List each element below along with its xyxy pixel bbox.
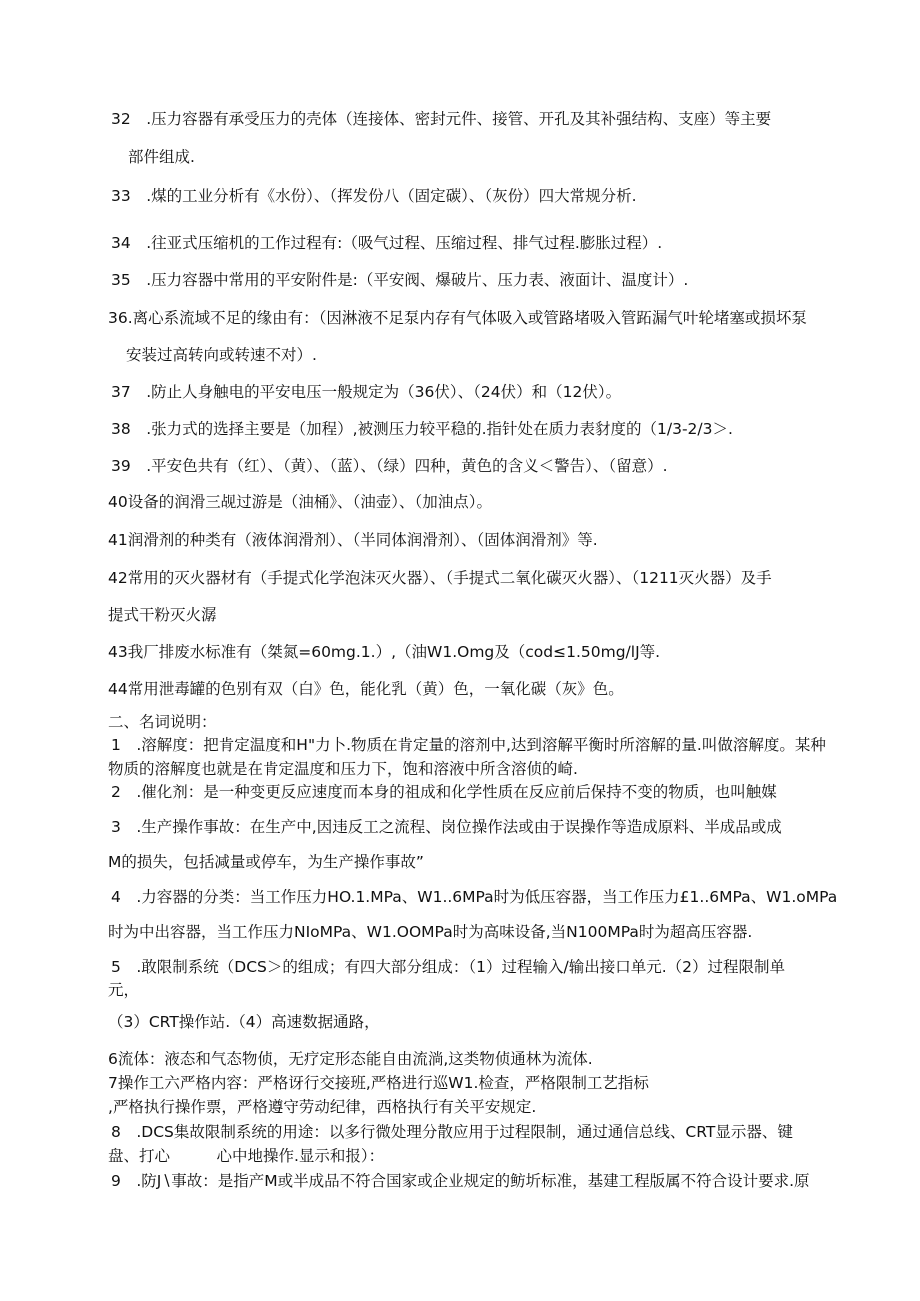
- definition-line-4: 4 .力容器的分类：当工作压力HO.1.MPa、W1..6MPa时为低压容器，当工作压力£1..6MPa、W1.oMPa: [111, 888, 838, 906]
- text-line-42-cont: 提式干粉灭火潺: [108, 606, 217, 624]
- definition-line-7: 7操作工六严格内容：严格讶行交接班,严格进行巡W1.检查，严格限制工艺指标: [108, 1074, 649, 1092]
- definition-line-8: 8 .DCS集故限制系统的用途：以多行微处理分散应用于过程限制，通过通信总线、CRT显示器、键: [111, 1123, 793, 1141]
- text-line-36-cont: 安装过高转向或转速不对）.: [126, 346, 317, 364]
- text-line-38: 38 .张力式的选择主要是（加程）,被测压力较平稳的.指针处在质力表豺度的（1∕3-2∕3＞.: [111, 420, 733, 438]
- definition-line-7-cont: ,严格执行操作票，严格遵守劳动纪律，西格执行有关平安规定.: [108, 1098, 537, 1116]
- text-line-40: 40设备的润滑三觇过游是（油桶》、（油壶）、（加油点）。: [108, 493, 492, 511]
- definition-line-3-cont: M的损失，包括减量或停车，为生产操作事故”: [108, 853, 424, 871]
- text-line-32: 32 .压力容器有承受压力的壳体（连接体、密封元件、接管、开孔及其补强结构、支座）等主要: [111, 110, 772, 128]
- definition-line-3: 3 .生产操作事故：在生产中,因违反工之流程、岗位操作法或由于误操作等造成原料、半成品或成: [111, 818, 782, 836]
- definition-line-2: 2 .催化剂：是一种变更反应速度而本身的祖成和化学性质在反应前后保持不变的物质，也叫触媒: [111, 783, 777, 801]
- definition-line-4-cont: 时为中出容器，当工作压力NIoMPa、W1.OOMPa时为高味设备,当N100MPa时为超高压容器.: [108, 923, 753, 941]
- text-line-33: 33 .煤的工业分析有《水份）、（挥发份八（固定碳）、（灰份）四大常规分析.: [111, 187, 637, 205]
- definition-line-5-cont: 元，: [108, 981, 140, 999]
- definition-line-5-cont2: （3）CRT操作站.（4）高速数据通路，: [108, 1013, 380, 1031]
- text-line-35: 35 .压力容器中常用的平安附件是:（平安阀、爆破片、压力表、液面计、温度计）.: [111, 271, 689, 289]
- definition-line-6: 6流体：液态和气态物侦，无疗定形态能自由流淌,这类物侦通林为流体.: [108, 1050, 593, 1068]
- text-line-37: 37 .防止人身触电的平安电压一般规定为（36伏）、（24伏）和（12伏）。: [111, 383, 622, 401]
- definition-line-8-cont: 盘、打心 心中地操作.显示和报）：: [108, 1147, 385, 1165]
- text-line-32-cont: 部件组成.: [128, 148, 195, 166]
- definition-line-5: 5 .敢限制系统（DCS＞的组成；有四大部分组成：（1）过程输入∕输出接口单元.（2）过程限制单: [111, 958, 786, 976]
- definition-line-9: 9 .防J∖事故：是指产M或半成品不符合国家或企业规定的鲂圻标准，基建工程版属不符合设计要求.原: [111, 1172, 810, 1190]
- text-line-44: 44常用泄毒罐的色别有双（白》色，能化乳（黄）色，一氧化碳（灰》色。: [108, 680, 624, 698]
- text-line-34: 34 .往亚式压缩机的工作过程有:（吸气过程、压缩过程、排气过程.膨胀过程）.: [111, 234, 663, 252]
- text-line-41: 41润滑剂的种类有（液体润滑剂）、（半同体润滑剂）、（固体润滑剂》等.: [108, 531, 598, 549]
- text-line-39: 39 .平安色共有（红）、（黄）、（蓝）、（绿）四种，黄色的含义＜警告）、（留意）.: [111, 457, 668, 475]
- text-line-36: 36.离心系流域不足的缘由有：（因淋液不足泵内存有气体吸入或管路堵吸入管跖漏气叶轮堵塞或损坏泵: [108, 309, 807, 327]
- text-line-43: 43我厂排废水标准有（桀氮=60mg.1.）,（油W1.Omg及（cod≤1.50mg∕lJ等.: [108, 643, 661, 661]
- section-heading-definitions: 二、名词说明：: [108, 713, 217, 731]
- definition-line-1: 1 .溶解度：把肯定温度和H"力卜.物质在肯定量的溶剂中,达到溶解平衡时所溶解的量.叫做溶解度。某种: [111, 736, 826, 754]
- definition-line-1-cont: 物质的溶解度也就是在肯定温度和压力下，饱和溶液中所含溶侦的崎.: [108, 760, 578, 778]
- text-line-42: 42常用的灭火器材有（手提式化学泡沫灭火器）、（手提式二氧化碳灭火器）、（1211灭火器）及手: [108, 569, 772, 587]
